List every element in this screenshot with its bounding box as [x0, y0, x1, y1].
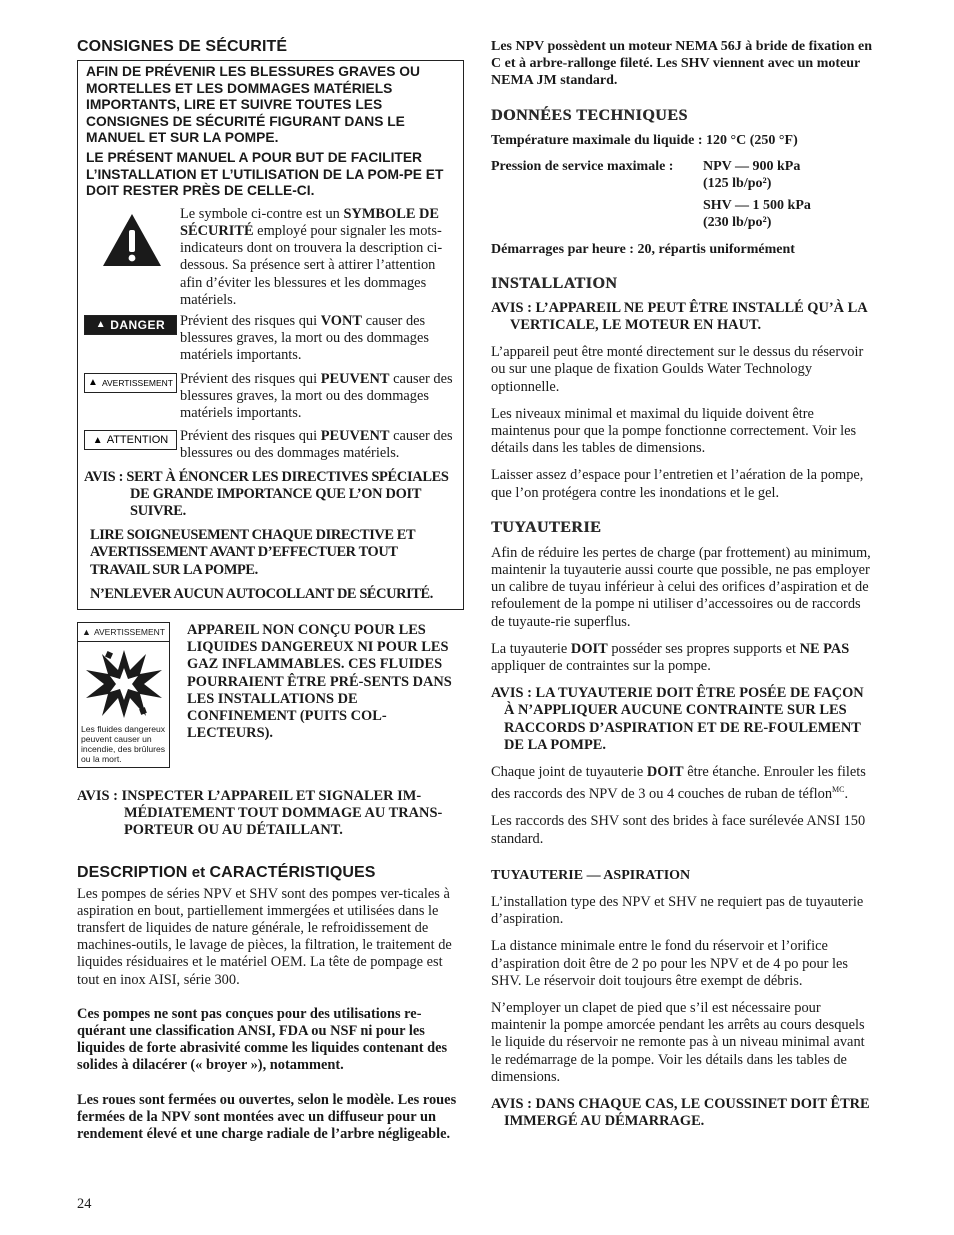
safety-intro-1: AFIN DE PRÉVENIR LES BLESSURES GRAVES OU MORTELLES ET LES DOMMAGES MATÉRIELS IMPORTANTS, LIRE ET SUIVRE TOUTES LES CONSIGNES DE SÉCURITÉ FIGURANT DANS LE MANUEL ET SUR LA POMPE.	[86, 64, 420, 146]
suction-paragraph-2: La distance minimale entre le fond du réservoir et l’orifice d’aspiration doit être de 2 po pour les NPV et de 4 po pour les SHV. Le réservoir doit toujours être exempt de débris.	[491, 938, 849, 989]
pressure-label: Pression de service maximale :	[491, 158, 674, 174]
piping-paragraph-1: Afin de réduire les pertes de charge (par frottement) au minimum, maintenir la tuyauterie aussi courte que possible, ne pas employer un calibre de tuyau inférieur à celui des orifices d’aspiration et de refoulement de la pompe ni utiliser d’accessoires ou de raccords de tuyaute-rie superflus.	[491, 544, 871, 630]
avis-piping: AVIS : LA TUYAUTERIE DOIT ÊTRE POSÉE DE FAÇON À N’APPLIQUER AUCUNE CONTRAINTE SUR LES RACCORDS D’ASPIRATION ET DE RE-FOULEMENT DE LA POMPE.	[491, 685, 864, 753]
read-instructions-note: LIRE SOIGNEUSEMENT CHAQUE DIRECTIVE ET AVERTISSEMENT AVANT D’EFFECTUER TOUT TRAVAIL SUR LA POMPE.	[90, 527, 415, 578]
hazard-warning-row	[77, 622, 464, 768]
avertissement-description: Prévient des risques qui PEUVENT causer des blessures graves, la mort ou des dommages matériels importants.	[180, 370, 453, 421]
avis-box-note: AVIS : SERT À ÉNONCER LES DIRECTIVES SPÉCIALES DE GRANDE IMPORTANCE QUE L’ON DOIT SUIVRE.	[84, 468, 449, 519]
hazard-card-caption: Les fluides dangereux peuvent causer un incendie, des brûlures ou la mort.	[81, 724, 166, 765]
explosion-icon	[84, 648, 164, 720]
piping-paragraph-3: Chaque joint de tuyauterie DOIT être étanche. Enrouler les filets des raccords des NPV de 3 ou 4 couches de ruban de téflon$^{MC}$.	[491, 764, 866, 803]
pressure-shv: SHV — 1 500 kPa	[703, 198, 811, 214]
section-title-installation: INSTALLATION	[491, 274, 618, 292]
attention-row	[84, 428, 455, 462]
avis-final: AVIS : DANS CHAQUE CAS, LE COUSSINET DOIT ÊTRE IMMERGÉ AU DÉMARRAGE.	[491, 1095, 870, 1130]
pressure-npv: NPV — 900 kPa	[703, 158, 801, 174]
warning-triangle-icon: ▲	[95, 319, 107, 331]
description-paragraph-1: Les pompes de séries NPV et SHV sont des pompes ver-ticales à aspiration en bout, partiellement immergées et utilisées dans le transfert de liquides de nature générale, le refroidissement de machines-outils, le lavage de pièces, la filtration, le traitement de liquides résiduaires et le matériel OEM. La tête de pompage est tout en inox AISI, série 300.	[77, 885, 452, 988]
avertissement-row	[84, 371, 455, 423]
piping-paragraph-2: La tuyauterie DOIT posséder ses propres supports et NE PAS appliquer de contraintes sur la pompe.	[491, 640, 850, 675]
motor-paragraph: Les NPV possèdent un moteur NEMA 56J à bride de fixation en C et à arbre-rallonge fileté. Les SHV viennent avec un moteur NEMA JM standard.	[491, 39, 873, 89]
section-title-piping: TUYAUTERIE	[491, 518, 602, 536]
section-title-tech: DONNÉES TECHNIQUES	[491, 106, 688, 124]
pressure-shv-psi: (230 lb/po²)	[703, 215, 772, 231]
description-paragraph-3: Les roues sont fermées ou ouvertes, selon le modèle. Les roues fermées de la NPV sont montées avec un diffuseur pour un rendement élevé et une charge radiale de l’arbre négligeable.	[77, 1091, 457, 1143]
tech-starts: Démarrages par heure : 20, répartis uniformément	[491, 241, 795, 257]
description-paragraph-2: Ces pompes ne sont pas conçues pour des utilisations re-quérant une classification ANSI, FDA ou NSF ni pour les liquides de forte abrasivité comme les liquides contenant des solides à dilacérer (« broyer »), notamment.	[77, 1005, 448, 1074]
avis-installation: AVIS : L’APPAREIL NE PEUT ÊTRE INSTALLÉ QU’À LA VERTICALE, LE MOTEUR EN HAUT.	[491, 299, 867, 334]
hazard-card-header: ▲ AVERTISSEMENT	[78, 623, 169, 642]
tech-temperature: Température maximale du liquide : 120 °C (250 °F)	[491, 132, 798, 148]
warning-triangle-icon: ▲	[82, 627, 91, 638]
left-column	[77, 38, 464, 1143]
suction-paragraph-3: N’employer un clapet de pied que s’il est nécessaire pour maintenir la pompe amorcée pendant les arrêts au cours desquels le liquide du réservoir ne remonte pas à un niveau minimal avant le redémarrage de la pompe. Voir les détails dans les tables de dimensions.	[491, 999, 865, 1085]
safety-symbol-row	[84, 206, 455, 309]
safety-intro-2: LE PRÉSENT MANUEL A POUR BUT DE FACILITER L’INSTALLATION ET L’UTILISATION DE LA POM-PE ET DOIT RESTER PRÈS DE CELLE-CI.	[86, 149, 444, 199]
installation-paragraph-1: L’appareil peut être monté directement sur le dessus du réservoir ou sur une plaque de fixation Goulds Water Technology optionnelle.	[491, 344, 864, 395]
attention-description: Prévient des risques qui PEUVENT causer des blessures ou des dommages matériels.	[180, 428, 453, 462]
warning-triangle-icon: ▲	[88, 377, 98, 389]
hazard-warning-card	[77, 622, 170, 768]
installation-paragraph-3: Laisser assez d’espace pour l’entretien et l’aération de la pompe, que l’on protégera contre les inondations et le gel.	[491, 467, 864, 501]
tech-pressure	[491, 158, 876, 232]
hazard-warning-text: APPAREIL NON CONÇU POUR LES LIQUIDES DANGEREUX NI POUR LES GAZ INFLAMMABLES. CES FLUIDES POURRAIENT ÊTRE PRÉ-SENTS DANS LES INSTALLATIONS DE CONFINEMENT (PUITS COL-LECTEURS).	[187, 622, 452, 742]
section-title-description: DESCRIPTION et CARACTÉRISTIQUES	[77, 863, 376, 881]
warning-triangle-icon: ▲	[92, 434, 103, 446]
installation-paragraph-2: Les niveaux minimal et maximal du liquide doivent être maintenus pour que la pompe fonctionne correctement. Voir les détails dans les tables de dimensions.	[491, 405, 857, 457]
danger-badge: ▲ DANGER	[84, 315, 177, 335]
attention-badge: ▲ ATTENTION	[84, 430, 177, 450]
page-number: 24	[77, 1196, 92, 1212]
warning-triangle-icon	[101, 212, 163, 268]
section-title-safety: CONSIGNES DE SÉCURITÉ	[77, 38, 288, 55]
symbol-description: Le symbole ci-contre est un SYMBOLE DE SÉCURITÉ employé pour signaler les mots-indicateurs dont on trouvera la description ci-dessous. Sa présence sert à attirer l’attention afin d’éviter les blessures et les dommages matériels.	[180, 205, 443, 308]
danger-description: Prévient des risques qui VONT causer des blessures graves, la mort ou des dommages matériels importants.	[180, 312, 429, 364]
danger-row	[84, 313, 455, 365]
suction-paragraph-1: L’installation type des NPV et SHV ne requiert pas de tuyauterie d’aspiration.	[491, 893, 864, 928]
no-remove-stickers-note: N’ENLEVER AUCUN AUTOCOLLANT DE SÉCURITÉ.	[90, 585, 433, 602]
safety-box	[77, 60, 464, 610]
avis-inspect: AVIS : INSPECTER L’APPAREIL ET SIGNALER IM-MÉDIATEMENT TOUT DOMMAGE AU TRANS-PORTEUR OU AU DÉTAILLANT.	[77, 788, 443, 839]
piping-paragraph-4: Les raccords des SHV sont des brides à face surélevée ANSI 150 standard.	[491, 813, 866, 847]
subsection-title-suction: TUYAUTERIE — ASPIRATION	[491, 867, 691, 883]
pressure-npv-psi: (125 lb/po²)	[703, 176, 772, 192]
avertissement-badge: ▲ AVERTISSEMENT	[84, 373, 177, 393]
safety-symbol	[84, 206, 180, 268]
right-column	[491, 38, 876, 1130]
